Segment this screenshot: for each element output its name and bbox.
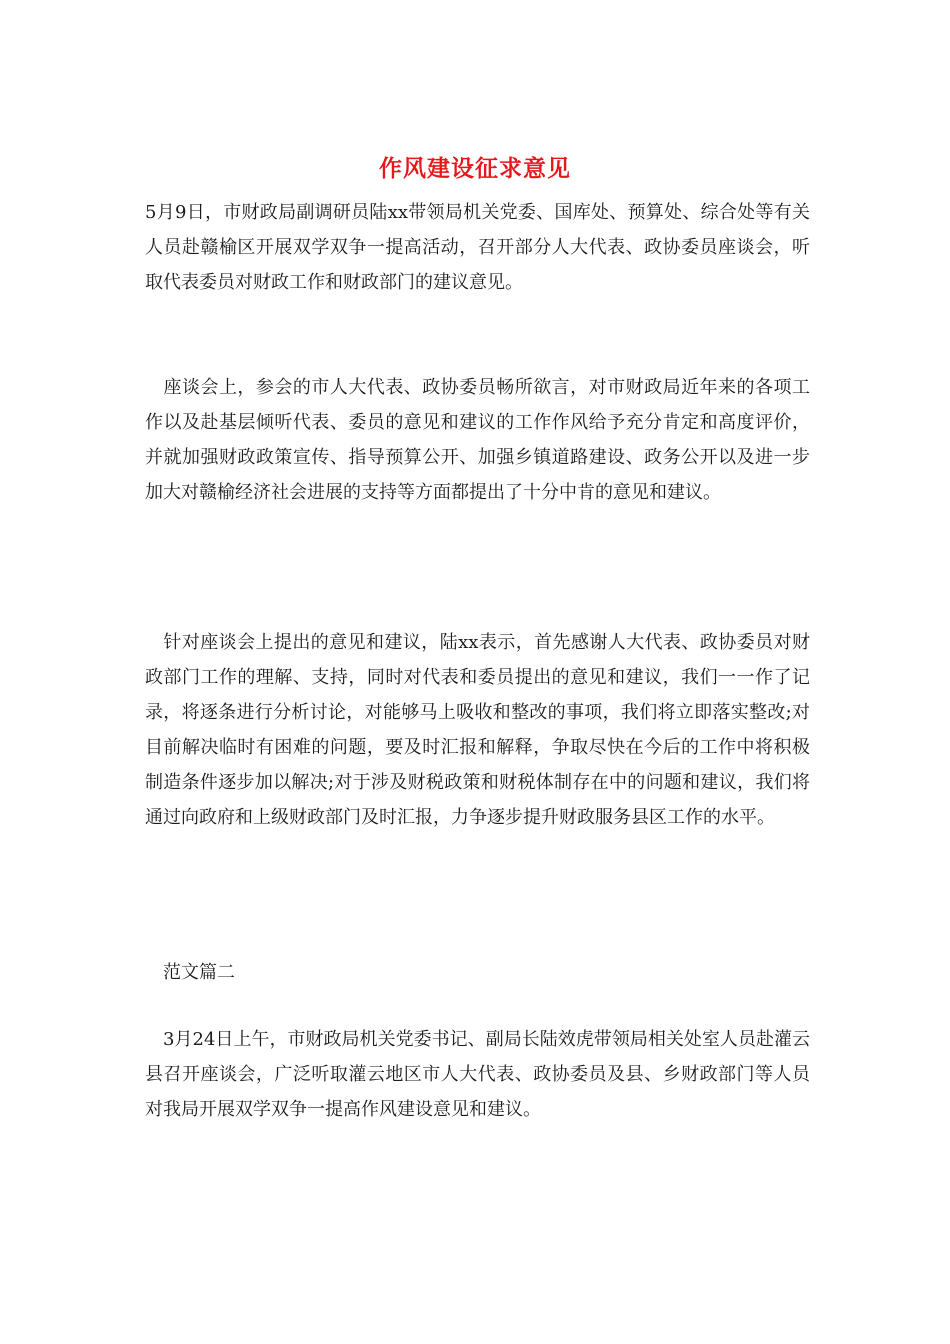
paragraph-2: 座谈会上，参会的市人大代表、政协委员畅所欲言，对市财政局近年来的各项工作以及赴基层倾听代表、委员的意见和建议的工作作风给予充分肯定和高度评价，并就加强财政政策宣传、指导预算公开、加强乡镇道路建设、政务公开以及进一步加大对赣榆经济社会进展的支持等方面都提出了十分中肯的意见和建议。 xyxy=(145,377,810,503)
section-heading: 范文篇二 xyxy=(145,962,235,983)
paragraph-1: 5月9日，市财政局副调研员陆xx带领局机关党委、国库处、预算处、综合处等有关人员赴赣榆区开展双学双争一提高活动，召开部分人大代表、政协委员座谈会，听取代表委员对财政工作和财政部门的建议意见。 xyxy=(145,202,810,293)
document-title: 作风建设征求意见 xyxy=(379,155,571,182)
paragraph-3: 针对座谈会上提出的意见和建议，陆xx表示，首先感谢人大代表、政协委员对财政部门工作的理解、支持，同时对代表和委员提出的意见和建议，我们一一作了记录，将逐条进行分析讨论，对能够马上吸收和整改的事项，我们将立即落实整改;对目前解决临时有困难的问题，要及时汇报和解释，争取尽快在今后的工作中将积极制造条件逐步加以解决;对于涉及财税政策和财税体制存在中的问题和建议，我们将通过向政府和上级财政部门及时汇报，力争逐步提升财政服务县区工作的水平。 xyxy=(145,632,810,828)
paragraph-4: 3月24日上午，市财政局机关党委书记、副局长陆效虎带领局相关处室人员赴灌云县召开座谈会，广泛听取灌云地区市人大代表、政协委员及县、乡财政部门等人员对我局开展双学双争一提高作风建设意见和建议。 xyxy=(145,1029,810,1120)
